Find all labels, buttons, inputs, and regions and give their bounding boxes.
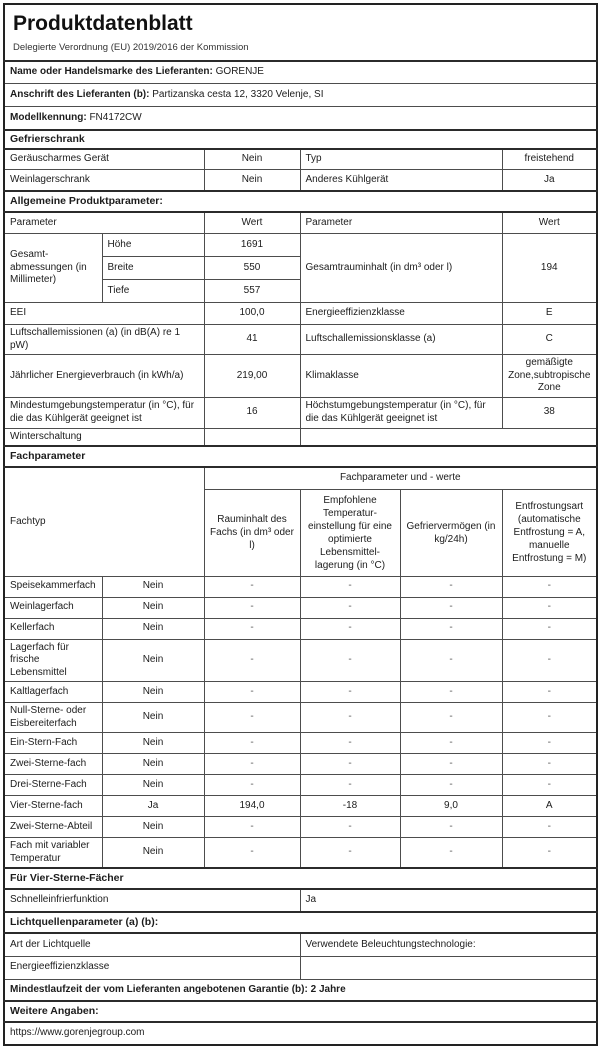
param-label: Höchstumgebungstemperatur (in °C), für die das Kühlgerät geeignet ist: [300, 397, 502, 428]
fach-present: Nein: [102, 775, 204, 796]
param-value: 219,00: [204, 355, 300, 398]
supplier-name-cell: [4, 61, 597, 84]
section-fachparameter: Fachparameter: [4, 446, 597, 467]
fast-freeze-row: [4, 889, 597, 912]
supplier-address-value: Partizanska cesta 12, 3320 Velenje, SI: [152, 88, 324, 100]
fach-value: 9,0: [400, 796, 502, 817]
warranty-value: 2 Jahre: [310, 983, 346, 995]
fach-value: -: [204, 576, 300, 597]
light-section-row: [4, 912, 597, 933]
section-weitere-angaben: Weitere Angaben:: [4, 1001, 597, 1022]
fachtyp-label: Null-Sterne- oder Eisbereiterfach: [4, 703, 102, 733]
param-value: 100,0: [204, 303, 300, 325]
table-row: [4, 733, 597, 754]
regulation-subtitle: Delegierte Verordnung (EU) 2019/2016 der Kommission: [13, 42, 249, 53]
param-label: Luftschallemissionen (a) (in dB(A) re 1 pW): [4, 325, 204, 355]
fach-value: -: [204, 838, 300, 869]
table-row: [4, 956, 597, 979]
fachtyp-label: Zwei-Sterne-fach: [4, 754, 102, 775]
fach-value: -: [300, 682, 400, 703]
fach-value: A: [502, 796, 597, 817]
fachtyp-label: Lagerfach für frische Lebensmittel: [4, 639, 102, 682]
param-value: Ja: [300, 889, 597, 912]
fach-value: -: [400, 618, 502, 639]
fach-value: -: [502, 576, 597, 597]
fach-value: -: [204, 733, 300, 754]
fach-value: -: [300, 754, 400, 775]
fach-value: -: [502, 639, 597, 682]
column-header: Parameter: [4, 212, 204, 234]
param-label: Jährlicher Energieverbrauch (in kWh/a): [4, 355, 204, 398]
model-label: Modellkennung:: [10, 111, 87, 123]
fach-present: Nein: [102, 703, 204, 733]
fach-value: -: [400, 838, 502, 869]
param-label: Art der Lichtquelle: [4, 933, 300, 956]
table-row: [4, 838, 597, 869]
column-header: Empfohlene Temperatur-einstellung für eine optimierte Lebensmittel-lagerung (in °C): [300, 489, 400, 576]
fachtyp-label: Weinlagerfach: [4, 597, 102, 618]
table-row: [4, 703, 597, 733]
winter-row: [4, 428, 597, 446]
fach-present: Nein: [102, 838, 204, 869]
param-label: Winterschaltung: [4, 428, 204, 446]
fach-present: Nein: [102, 682, 204, 703]
fachtyp-label: Speisekammerfach: [4, 576, 102, 597]
fach-group-header: Fachparameter und - werte: [204, 467, 597, 489]
fach-present: Nein: [102, 733, 204, 754]
model-cell: [4, 107, 597, 130]
table-row: [4, 597, 597, 618]
fach-value: -: [502, 703, 597, 733]
fach-value: -18: [300, 796, 400, 817]
supplier-address-label: Anschrift des Lieferanten (b):: [10, 88, 150, 100]
param-label: Energieeffizienzklasse: [4, 956, 300, 979]
section-gefrierschrank: Gefrierschrank: [4, 130, 597, 149]
param-value: C: [502, 325, 597, 355]
table-row: [4, 170, 597, 191]
empty-cell: [204, 428, 300, 446]
category-row: [4, 130, 597, 149]
param-value: Verwendete Beleuchtungstechnologie:: [300, 933, 597, 956]
warranty-label: Mindestlaufzeit der vom Lieferanten angebotenen Garantie (b):: [10, 983, 308, 995]
dimension-value: 557: [204, 280, 300, 303]
section-allgemeine-produktparameter: Allgemeine Produktparameter:: [4, 191, 597, 212]
fach-present: Nein: [102, 817, 204, 838]
section-fuer-vier-sterne-faecher: Für Vier-Sterne-Fächer: [4, 868, 597, 889]
dimension-name: Höhe: [102, 234, 204, 257]
fach-value: -: [502, 775, 597, 796]
fach-value: -: [400, 733, 502, 754]
section-lichtquellenparameter: Lichtquellenparameter (a) (b):: [4, 912, 597, 933]
table-row: [4, 682, 597, 703]
datasheet-table: [3, 3, 598, 1046]
more-info-section-row: [4, 1001, 597, 1022]
supplier-address-cell: [4, 84, 597, 107]
fach-present: Nein: [102, 597, 204, 618]
fach-value: -: [300, 733, 400, 754]
table-row: [4, 796, 597, 817]
fach-group-header-row: [4, 467, 597, 489]
fach-value: -: [502, 754, 597, 775]
table-row: [4, 639, 597, 682]
table-row: [4, 817, 597, 838]
column-header: Entfrostungsart (automatische Entfrostung = A, manuelle Entfrostung = M): [502, 489, 597, 576]
param-value: gemäßigte Zone,subtropische Zone: [502, 355, 597, 398]
fach-value: -: [400, 576, 502, 597]
table-row: [4, 618, 597, 639]
table-row: [4, 149, 597, 170]
fach-value: -: [204, 703, 300, 733]
dimension-name: Tiefe: [102, 280, 204, 303]
title-cell: [4, 4, 597, 61]
dimension-row: [4, 234, 597, 257]
param-value: [300, 956, 597, 979]
warranty-row: [4, 979, 597, 1001]
fach-value: -: [204, 597, 300, 618]
volume-label: Gesamtrauminhalt (in dm³ oder l): [300, 234, 502, 303]
dimensions-label: Gesamt-abmessungen (in Millimeter): [4, 234, 102, 303]
table-row: [4, 775, 597, 796]
volume-value: 194: [502, 234, 597, 303]
fachtyp-label: Kaltlagerfach: [4, 682, 102, 703]
title-row: [4, 4, 597, 61]
fach-value: -: [502, 817, 597, 838]
table-row: [4, 576, 597, 597]
fach-value: -: [400, 682, 502, 703]
fach-value: -: [204, 817, 300, 838]
fach-value: -: [300, 817, 400, 838]
fach-value: -: [204, 682, 300, 703]
fachtyp-label: Vier-Sterne-fach: [4, 796, 102, 817]
param-value: Nein: [204, 170, 300, 191]
dimension-value: 550: [204, 257, 300, 280]
supplier-name-label: Name oder Handelsmarke des Lieferanten:: [10, 66, 213, 77]
param-value: Ja: [502, 170, 597, 191]
supplier-name-value: GORENJE: [215, 66, 264, 77]
fach-value: -: [204, 639, 300, 682]
fach-value: -: [400, 775, 502, 796]
fach-value: -: [300, 618, 400, 639]
table-row: [4, 325, 597, 355]
dimension-value: 1691: [204, 234, 300, 257]
model-value: FN4172CW: [89, 111, 142, 123]
fach-value: -: [300, 597, 400, 618]
column-header: Rauminhalt des Fachs (in dm³ oder l): [204, 489, 300, 576]
fach-value: -: [502, 838, 597, 869]
fach-value: -: [300, 838, 400, 869]
fach-value: -: [400, 703, 502, 733]
fachtyp-header: Fachtyp: [4, 467, 204, 576]
fach-value: -: [502, 597, 597, 618]
param-label: EEI: [4, 303, 204, 325]
fach-value: -: [300, 775, 400, 796]
fach-value: -: [300, 639, 400, 682]
param-label: Weinlagerschrank: [4, 170, 204, 191]
general-header-row: [4, 212, 597, 234]
param-label: Luftschallemissionsklasse (a): [300, 325, 502, 355]
fach-value: -: [204, 754, 300, 775]
supplier-address-row: [4, 84, 597, 107]
param-label: Schnelleinfrierfunktion: [4, 889, 300, 912]
general-section-row: [4, 191, 597, 212]
table-row: [4, 303, 597, 325]
param-value: freistehend: [502, 149, 597, 170]
fach-section-row: [4, 446, 597, 467]
dimension-name: Breite: [102, 257, 204, 280]
fach-value: -: [300, 576, 400, 597]
website-url: https://www.gorenjegroup.com: [4, 1022, 597, 1045]
table-row: [4, 933, 597, 956]
fachtyp-label: Drei-Sterne-Fach: [4, 775, 102, 796]
fachtyp-label: Kellerfach: [4, 618, 102, 639]
fach-value: -: [400, 754, 502, 775]
param-label: Geräuscharmes Gerät: [4, 149, 204, 170]
four-star-section-row: [4, 868, 597, 889]
param-label: Energieeffizienzklasse: [300, 303, 502, 325]
fach-present: Nein: [102, 754, 204, 775]
fach-present: Nein: [102, 618, 204, 639]
fachtyp-label: Ein-Stern-Fach: [4, 733, 102, 754]
fach-value: -: [502, 682, 597, 703]
fachtyp-label: Fach mit variabler Temperatur: [4, 838, 102, 869]
table-row: [4, 355, 597, 398]
param-label: Klimaklasse: [300, 355, 502, 398]
column-header: Parameter: [300, 212, 502, 234]
column-header: Gefriervermögen (in kg/24h): [400, 489, 502, 576]
empty-cell: [300, 428, 597, 446]
param-value: E: [502, 303, 597, 325]
fach-value: -: [400, 639, 502, 682]
warranty-cell: [4, 979, 597, 1001]
fach-value: -: [502, 733, 597, 754]
fach-value: -: [300, 703, 400, 733]
supplier-name-row: [4, 61, 597, 84]
fach-present: Nein: [102, 576, 204, 597]
fach-value: -: [502, 618, 597, 639]
fachtyp-label: Zwei-Sterne-Abteil: [4, 817, 102, 838]
website-row: [4, 1022, 597, 1045]
fach-present: Ja: [102, 796, 204, 817]
fach-value: -: [204, 775, 300, 796]
table-row: [4, 754, 597, 775]
fach-value: -: [204, 618, 300, 639]
param-value: 16: [204, 397, 300, 428]
table-row: [4, 397, 597, 428]
param-value: 41: [204, 325, 300, 355]
fach-value: 194,0: [204, 796, 300, 817]
page-title: Produktdatenblatt: [13, 12, 193, 35]
param-label: Mindestumgebungstemperatur (in °C), für die das Kühlgerät geeignet ist: [4, 397, 204, 428]
fach-present: Nein: [102, 639, 204, 682]
column-header: Wert: [204, 212, 300, 234]
fach-value: -: [400, 817, 502, 838]
param-label: Typ: [300, 149, 502, 170]
fach-value: -: [400, 597, 502, 618]
param-value: Nein: [204, 149, 300, 170]
model-row: [4, 107, 597, 130]
param-label: Anderes Kühlgerät: [300, 170, 502, 191]
param-value: 38: [502, 397, 597, 428]
column-header: Wert: [502, 212, 597, 234]
